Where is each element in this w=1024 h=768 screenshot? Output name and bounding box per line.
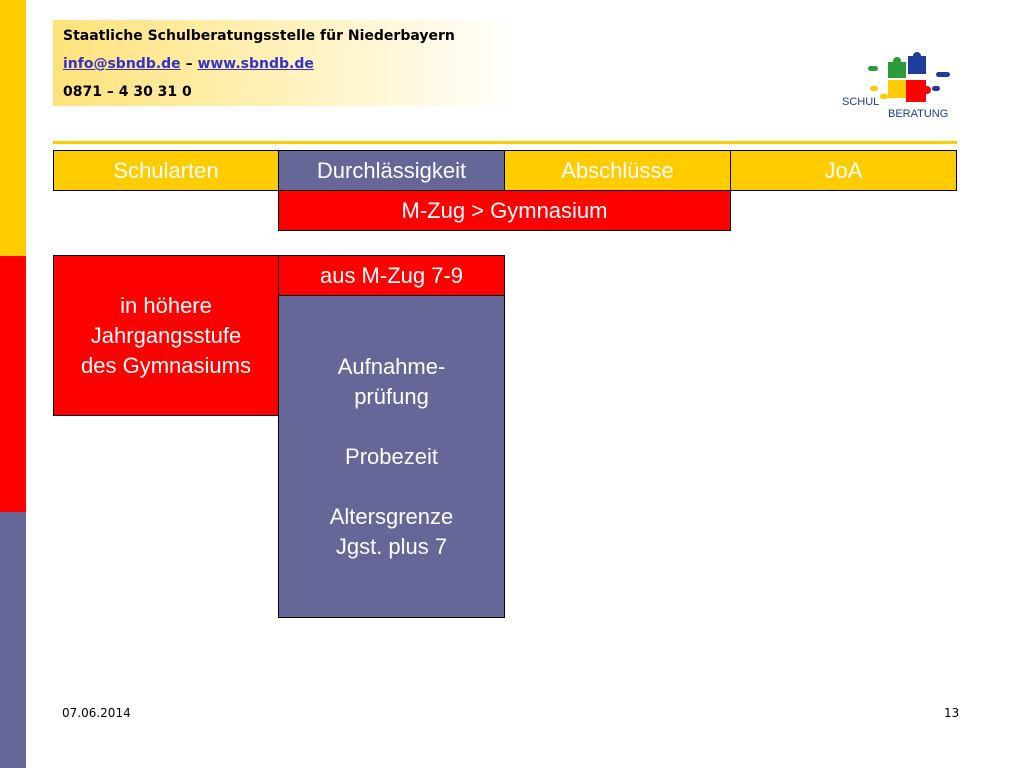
tab-joa[interactable]: JoA — [730, 150, 957, 191]
requirements-cell — [278, 295, 505, 618]
logo-word-schul: SCHUL — [842, 96, 880, 108]
tab-durchlaessigkeit[interactable]: Durchlässigkeit — [278, 150, 505, 191]
subheader-m-zug-gymnasium: M-Zug > Gymnasium — [278, 190, 731, 231]
tab-schularten[interactable]: Schularten — [53, 150, 279, 191]
email-link[interactable]: info@sbndb.de — [63, 56, 181, 72]
sidebar-yellow-segment — [0, 0, 26, 256]
header-contact-box — [53, 20, 521, 106]
sidebar-blue-segment — [0, 512, 26, 768]
footer-date: 07.06.2014 — [62, 706, 131, 720]
phone-number: 0871 – 4 30 31 0 — [63, 84, 192, 100]
probation-text: Probezeit — [345, 443, 438, 469]
page-number: 13 — [944, 706, 960, 720]
target-grade-line-3: des Gymnasiums — [81, 352, 251, 378]
schulberatung-logo — [838, 50, 962, 122]
exam-line-1: Aufnahme- — [337, 353, 446, 379]
contact-links — [63, 56, 314, 72]
target-grade-line-1: in höhere — [120, 292, 212, 318]
contact-separator: – — [185, 56, 193, 72]
tab-abschluesse[interactable]: Abschlüsse — [504, 150, 731, 191]
header-divider — [53, 141, 957, 144]
sidebar-red-segment — [0, 256, 26, 512]
target-grade-cell — [53, 255, 279, 416]
target-grade-line-2: Jahrgangsstufe — [90, 322, 242, 348]
website-link[interactable]: www.sbndb.de — [197, 56, 314, 72]
logo-word-beratung: BERATUNG — [888, 108, 949, 120]
organization-name: Staatliche Schulberatungsstelle für Niederbayern — [63, 28, 455, 44]
exam-line-2: prüfung — [354, 383, 429, 409]
age-limit-line-1: Altersgrenze — [329, 503, 454, 529]
source-grade-header: aus M-Zug 7-9 — [278, 255, 505, 296]
age-limit-line-2: Jgst. plus 7 — [335, 533, 448, 559]
